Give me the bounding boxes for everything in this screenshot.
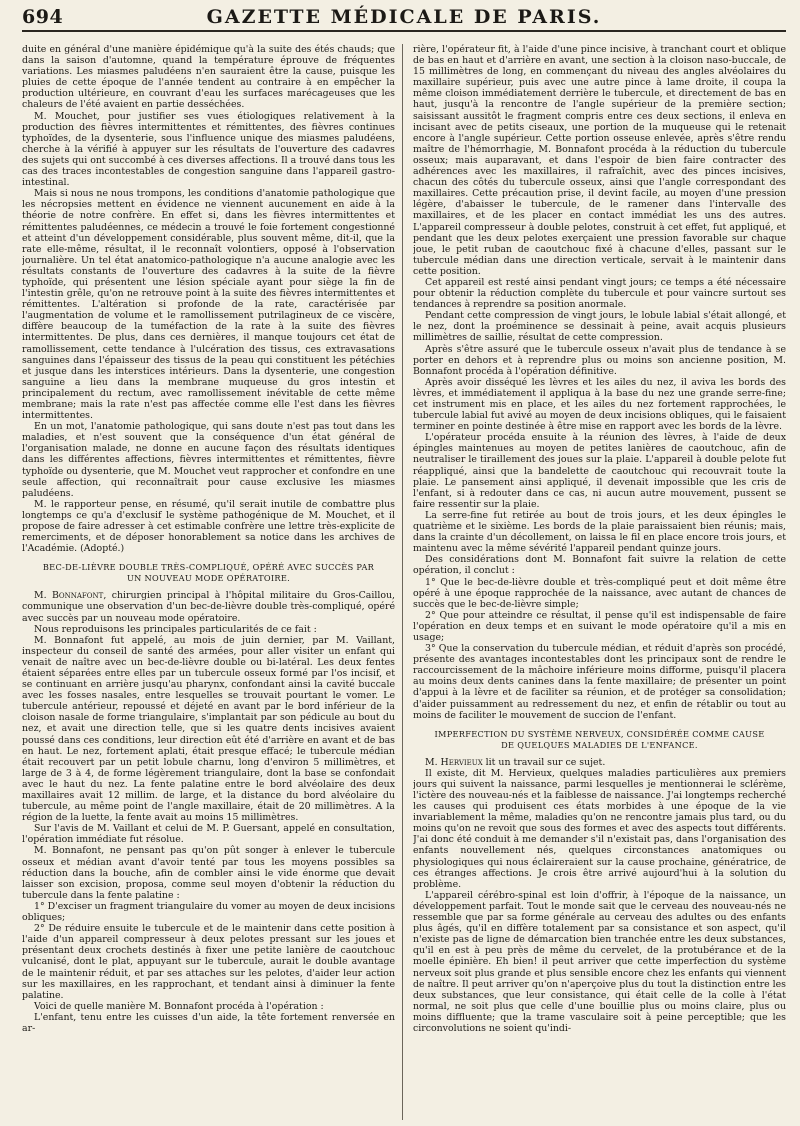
paragraph: 2° De réduire ensuite le tubercule et de le maintenir dans cette position à l'aide d'un appareil compresseur à deux pelotes pressant sur les joues et présentant deux crochets destinés à fixer une petite lanière de caoutchouc vulcanisé, dont le plat, appuyant sur le tubercule, aurait le double avantage de le maintenir réduit, et par ses attaches sur les pelotes, d'aider leur action sur les maxillaires, en les rapprochant, et tendant ainsi à diminuer la fente palatine.	[22, 923, 395, 1001]
paragraph: En un mot, l'anatomie pathologique, qui sans doute n'est pas tout dans les maladies, et n'est souvent que la conséquence d'un état général de l'organisation malade, ne donne en aucune façon des résultats identiques dans les différentes affections, fièvres intermittentes et rémittentes, fièvre typhoïde ou dysenterie, que M. Mouchet veut rapprocher et confondre en une seule affection, qui reconnaîtrait pour cause exclusive les miasmes paludéens.	[22, 421, 395, 499]
paragraph: La serre-fine fut retirée au bout de trois jours, et les deux épingles le quatrième et le sixième. Les bords de la plaie paraissaient bien réunis; mais, dans la crainte d'un décollement, on laissa le fil en place encore trois jours, et maintenu avec la même sévérité l'appareil pendant quinze jours.	[413, 509, 786, 555]
author-name: M. Bonnafont,	[34, 590, 107, 602]
journal-title: GAZETTE MÉDICALE DE PARIS.	[206, 6, 602, 28]
paragraph: Après avoir disséqué les lèvres et les ailes du nez, il aviva les bords des lèvres, et immédiatement il appliqua à la base du nez une grande serre-fine; cet instrument mis en place, et les ailes du nez fortement rapprochées, le tubercule labial fut avivé au moyen de deux incisions obliques, qui le faisaient terminer en pointe destinée à être mise en rapport avec les bords de la lèvre.	[413, 376, 786, 433]
article-columns	[22, 44, 786, 1120]
author-name: M. Hervieux	[425, 756, 483, 768]
paragraph: duite en général d'une manière épidémique qu'à la suite des étés chauds; que dans la saison d'automne, quand la température éprouve de fréquentes variations. Les miasmes paludéens n'en sauraient être la cause, puisque les pluies de cette époque de l'année tendent au contraire à en empêcher la production ultérieure, en couvrant d'eau les surfaces marécageuses que les chaleurs de l'été avaient en partie desséchées.	[22, 44, 395, 111]
section-title: BEC-DE-LIÈVRE DOUBLE TRÈS-COMPLIQUÉ, OPÉRÉ AVEC SUCCÈS PAR UN NOUVEAU MODE OPÉRATOIRE.	[42, 562, 375, 584]
left-column	[22, 44, 395, 1120]
paragraph: L'enfant, tenu entre les cuisses d'un aide, la tête fortement renversée en ar-	[22, 1011, 395, 1034]
paragraph: L'opérateur procéda ensuite à la réunion des lèvres, à l'aide de deux épingles maintenues au moyen de petites lanières de caoutchouc, afin de neutraliser le tiraillement des joues sur la plaie. L'appareil à double pelote fut réappliqué, ainsi que la bandelette de caoutchouc qui recouvrait toute la plaie. Le pansement ainsi appliqué, il devenait impossible que les cris de l'enfant, si à redouter dans ce cas, ni aucun autre mouvement, pussent se faire ressentir sur la plaie.	[413, 432, 786, 510]
paragraph: M. Bonnafont, ne pensant pas qu'on pût songer à enlever le tubercule osseux et médian avant d'avoir tenté par tous les moyens possibles sa réduction dans la bouche, afin de combler ainsi le vide énorme que devait laisser son excision, proposa, comme seul moyen d'obtenir la réduction du tubercule dans la fente palatine :	[22, 845, 395, 901]
paragraph: Voici de quelle manière M. Bonnafont procéda à l'opération :	[34, 1000, 324, 1012]
paragraph: 3° Que la conservation du tubercule médian, et réduit d'après son procédé, présente des avantages incontestables dont les principaux sont de rendre le raccourcissement de la mâchoire inférieure moins difforme, puisqu'il placera au moins deux dents canines dans la fente maxillaire; de présenter un point d'appui à la lèvre et de faciliter sa réunion, et de protéger sa consolidation; d'aider puissamment au redressement du nez, et enfin de rétablir ou tout au moins de faciliter le mouvement de succion de l'enfant.	[413, 643, 786, 721]
paragraph: Nous reproduisons les principales particularités de ce fait :	[34, 623, 317, 635]
paragraph: Des considérations dont M. Bonnafont fait suivre la relation de cette opération, il conclut :	[413, 554, 786, 577]
paragraph: M. Mouchet, pour justifier ses vues étiologiques relativement à la production des fièvres intermittentes et rémittentes, des fièvres continues typhoïdes, de la dysenterie, sous l'influence unique des miasmes paludéens, cherche à la vérifié à appuyer sur les résultats de l'ouverture des cadavres des sujets qui ont succombé à ces diverses affections. Il a trouvé dans tous les cas des traces incontestables de congestion sanguine dans l'appareil gastro-intestinal.	[22, 110, 395, 189]
paragraph-text: lit un travail sur ce sujet.	[482, 756, 606, 768]
paragraph: Il existe, dit M. Hervieux, quelques maladies particulières aux premiers jours qui suivent la naissance, parmi lesquelles je mentionnerai le sclérème, l'ictère des nouveau-nés et la faiblesse de naissance. J'ai longtemps recherché les causes qui produisent ces états morbides à une époque de la vie invariablement la même, maladies qu'on ne rencontre jamais plus tard, ou du moins qu'on ne revoit que sous des formes et avec des aspects tout différents. J'ai donc été conduit à me demander s'il n'existait pas, dans l'organisation des enfants nouvellement nés, quelques circonstances anatomiques ou physiologiques qui nous éclaireraient sur la cause prochaine, génératrice, de ces étranges affections. Je crois être arrivé aujourd'hui à la solution du problème.	[413, 767, 786, 890]
paragraph: rière, l'opérateur fit, à l'aide d'une pince incisive, à tranchant court et oblique de bas en haut et d'arrière en avant, une section à la cloison naso-buccale, de 15 millimètres de long, en commençant du niveau des angles alvéolaires du maxillaire supérieur, puis avec une autre pince à lame droite, il coupa la même cloison immédiatement derrière le tubercule, et directement de bas en haut, jusqu'à la rencontre de l'angle supérieur de la première section; saisissant aussitôt le fragment compris entre ces deux sections, il enleva en incisant avec de petits ciseaux, une portion de la muqueuse qui le retenait encore à l'angle supérieur. Cette portion osseuse enlevée, après s'être rendu maître de l'hémorrhagie, M. Bonnafont procéda à la réduction du tubercule osseux; mais auparavant, et dans l'espoir de bien faire contracter des adhérences avec les maxillaires, il rafraîchit, avec des pinces incisives, chacun des côtés du tubercule osseux, ainsi que l'angle correspondant des maxillaires. Cette précaution prise, il devint facile, au moyen d'une pression légère, d'abaisser le tubercule, de le ramener dans l'intervalle des maxillaires, et de les placer en contact immédiat les uns des autres. L'appareil compresseur à double pelotes, construit à cet effet, fut appliqué, et pendant que les deux pelotes exerçaient une pression favorable sur chaque joue, le petit ruban de caoutchouc fixé à chacune d'elles, passant sur le tubercule médian dans une direction verticale, servait à le maintenir dans cette position.	[413, 44, 786, 277]
paragraph: Après s'être assuré que le tubercule osseux n'avait plus de tendance à se porter en dehors et à reprendre plus ou moins son ancienne position, M. Bonnafont procéda à l'opération définitive.	[413, 343, 786, 377]
page-number: 694	[22, 6, 64, 28]
paragraph: Mais si nous ne nous trompons, les conditions d'anatomie pathologique que les nécropsies mettent en évidence ne viennent aucunement en aide à la théorie de notre confrère. En effet si, dans les fièvres intermittentes et rémittentes paludéennes, ce médecin a trouvé le foie fortement congestionné et atteint d'un développement considérable, plus souvent même, dit-il, que la rate elle-même, résultat, il le reconnaît volontiers, opposé à l'observation journalière. Un tel état anatomico-pathologique n'a aucune analogie avec les résultats constants de l'ouverture des cadavres à la suite de la fièvre typhoïde, qui présentent une lésion spéciale ayant pour siège la fin de l'intestin grêle, qu'on ne retrouve point à la suite des fièvres intermittentes et rémittentes. L'altération si profonde de la rate, caractérisée par l'augmentation de volume et le ramollissement putrilagineux de ce viscère, diffère beaucoup de la tuméfaction de la rate à la suite des fièvres intermittentes. De plus, dans ces dernières, il manque toujours cet état de ramollissement, cette tendance à l'ulcération des tissus, ces extravasations sanguines dans l'épaisseur des tissus de la peau qui constituent les pétéchies et jusque dans les interstices intérieurs. Dans la dysenterie, une congestion sanguine a lieu dans la membrane muqueuse du gros intestin et principalement du rectum, avec ramollissement inévitable de cette même membrane; mais la rate n'est pas affectée comme elle l'est dans les fièvres intermittentes.	[22, 188, 395, 422]
paragraph	[413, 757, 786, 768]
paragraph: 1° D'exciser un fragment triangulaire du vomer au moyen de deux incisions obliques;	[22, 900, 395, 924]
column-divider	[402, 44, 403, 1120]
paragraph: Sur l'avis de M. Vaillant et celui de M. P. Guersant, appelé en consultation, l'opération immédiate fut résolue.	[22, 823, 395, 846]
page-header	[22, 6, 786, 32]
paragraph-text: chirurgien principal à l'hôpital militaire du Gros-Caillou, communique une observation d'un bec-de-lièvre double très-compliqué, opéré avec succès par un nouveau mode opératoire.	[22, 590, 395, 624]
paragraph: 1° Que le bec-de-lièvre double et très-compliqué peut et doit même être opéré à une époque rapprochée de la naissance, avec autant de chances de succès que le bec-de-lièvre simple;	[413, 576, 786, 610]
paragraph: M. Bonnafont fut appelé, au mois de juin dernier, par M. Vaillant, inspecteur du conseil de santé des armées, pour aller visiter un enfant qui venait de naître avec un bec-de-lièvre double ou bi-latéral. Les deux fentes étaient séparées entre elles par un tubercule osseux formé par l'os incisif, et se continuant en arrière jusqu'au pharynx, confondant ainsi la cavité buccale avec les fosses nasales, entre lesquelles se trouvait pourtant le vomer. Le tubercule antérieur, repoussé et déjeté en avant par le bord inférieur de la cloison nasale de forme triangulaire, s'implantait par son pédicule au bout du nez, et avait une direction telle, que si les quatre dents incisives avaient poussé dans ces conditions, leur direction eût été d'arrière en avant et de bas en haut. Le nez, fortement aplati, était presque effacé; le tubercule médian était recouvert par un petit lobule charnu, long d'environ 5 millimètres, et large de 3 à 4, de forme légèrement triangulaire, dont la base se confondait avec le haut du nez. La fente palatine entre le bord alvéolaire des deux maxillaires avait 12 millim. de large, et la distance du bord alvéolaire du tubercule, au même point de l'angle maxillaire, était de 20 millimètres. A la région de la luette, la fente avait au moins 15 millimètres.	[22, 634, 395, 824]
paragraph	[22, 590, 395, 623]
paragraph: 2° Que pour atteindre ce résultat, il pense qu'il est indispensable de faire l'opération en deux temps et en suivant le mode opératoire qu'il a mis en usage;	[413, 609, 786, 643]
section-title: IMPERFECTION DU SYSTÈME NERVEUX, CONSIDÉRÉE COMME CAUSE DE QUELQUES MALADIES DE L'ENFANCE.	[434, 728, 765, 750]
paragraph: Pendant cette compression de vingt jours, le lobule labial s'était allongé, et le nez, dont la proéminence se dessinait à peine, avait acquis plusieurs millimètres de saillie, résultat de cette compression.	[413, 310, 786, 344]
paragraph: M. le rapporteur pense, en résumé, qu'il serait inutile de combattre plus longtemps ce qu'a d'exclusif le système pathogénique de M. Mouchet, et il propose de faire adresser à cet estimable confrère une lettre très-explicite de remerciments, et de déposer honorablement sa notice dans les archives de l'Académie. (Adopté.)	[22, 498, 395, 555]
paragraph: Cet appareil est resté ainsi pendant vingt jours; ce temps a été nécessaire pour obtenir la réduction complète du tubercule et pour vaincre surtout ses tendances à reprendre sa position anormale.	[413, 276, 786, 311]
paragraph: L'appareil cérébro-spinal est loin d'offrir, à l'époque de la naissance, un développement parfait. Tout le monde sait que le cerveau des nouveau-nés ne ressemble que par sa forme générale au cerveau des adultes ou des enfants plus âgés, qu'il en diffère totalement par sa consistance et son aspect, qu'il n'existe pas de ligne de démarcation bien tranchée entre les deux substances, qu'il en est à peu près de même du cervelet, de la protubérance et de la moelle épinière. Eh bien! il peut arriver que cette imperfection du système nerveux soit plus grande et plus sensible encore chez les enfants qui viennent de naître. Il peut arriver qu'on n'aperçoive plus du tout la distinction entre les deux substances, que leur consistance, qui était celle de la colle à l'état normal, ne soit plus que celle d'une bouillie plus ou moins claire, plus ou moins diffluente; que la trame vasculaire soit à peine perceptible; que les circonvolutions ne soient qu'indi-	[413, 889, 786, 1034]
right-column	[413, 44, 786, 1120]
